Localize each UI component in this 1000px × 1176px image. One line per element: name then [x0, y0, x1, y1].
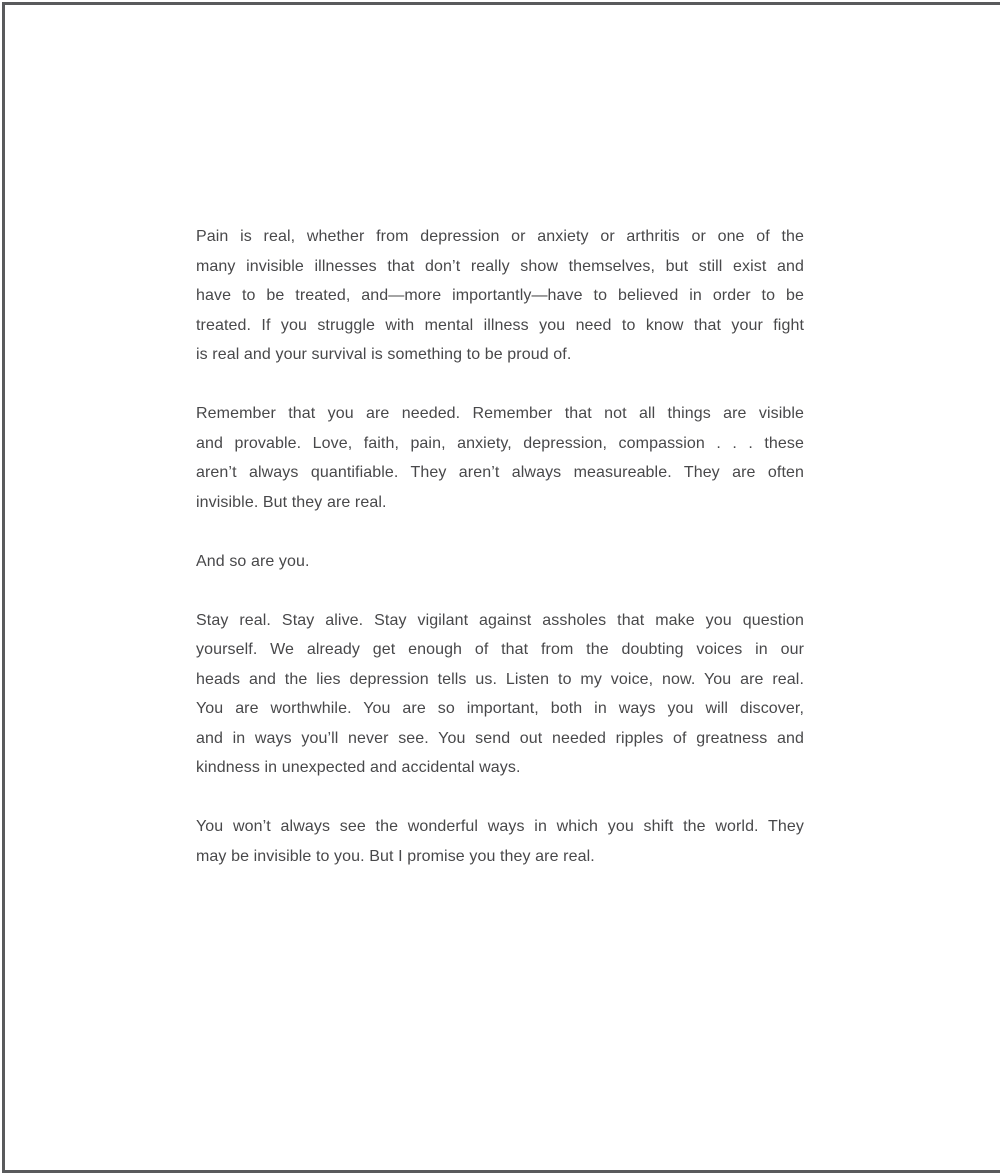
text-line: and in ways you’ll never see. You send out needed ripples of greatness and: [196, 729, 804, 747]
text-line: treated. If you struggle with mental illness you need to know that your fight: [196, 316, 804, 334]
text-line: heads and the lies depression tells us. Listen to my voice, now. You are real.: [196, 670, 804, 688]
text-line: Remember that you are needed. Remember that not all things are visible: [196, 405, 804, 422]
text-line: have to be treated, and—more importantly—have to believed in order to be: [196, 287, 804, 304]
text-line: many invisible illnesses that don’t really show themselves, but still exist and: [196, 257, 804, 275]
text-line: You are worthwhile. You are so important, both in ways you will discover,: [196, 700, 804, 717]
text-line: Stay real. Stay alive. Stay vigilant against assholes that make you question: [196, 611, 804, 629]
text-line: invisible. But they are real.: [196, 493, 387, 511]
body-text: [196, 222, 804, 901]
paragraph-1: [196, 222, 804, 370]
text-line: aren’t always quantifiable. They aren’t always measureable. They are often: [196, 464, 804, 481]
paragraph-5: [196, 812, 804, 871]
paragraph-4: [196, 606, 804, 783]
text-line: yourself. We already get enough of that from the doubting voices in our: [196, 641, 804, 658]
text-line: kindness in unexpected and accidental ways.: [196, 759, 521, 776]
text-line: is real and your survival is something to be proud of.: [196, 346, 572, 363]
paragraph-2: [196, 399, 804, 517]
text-line: And so are you.: [196, 552, 310, 570]
text-line: Pain is real, whether from depression or anxiety or arthritis or one of the: [196, 228, 804, 245]
text-line: You won’t always see the wonderful ways in which you shift the world. They: [196, 818, 804, 835]
text-line: may be invisible to you. But I promise you they are real.: [196, 847, 595, 865]
text-line: and provable. Love, faith, pain, anxiety, depression, compassion . . . these: [196, 434, 804, 452]
paragraph-3: [196, 547, 804, 577]
